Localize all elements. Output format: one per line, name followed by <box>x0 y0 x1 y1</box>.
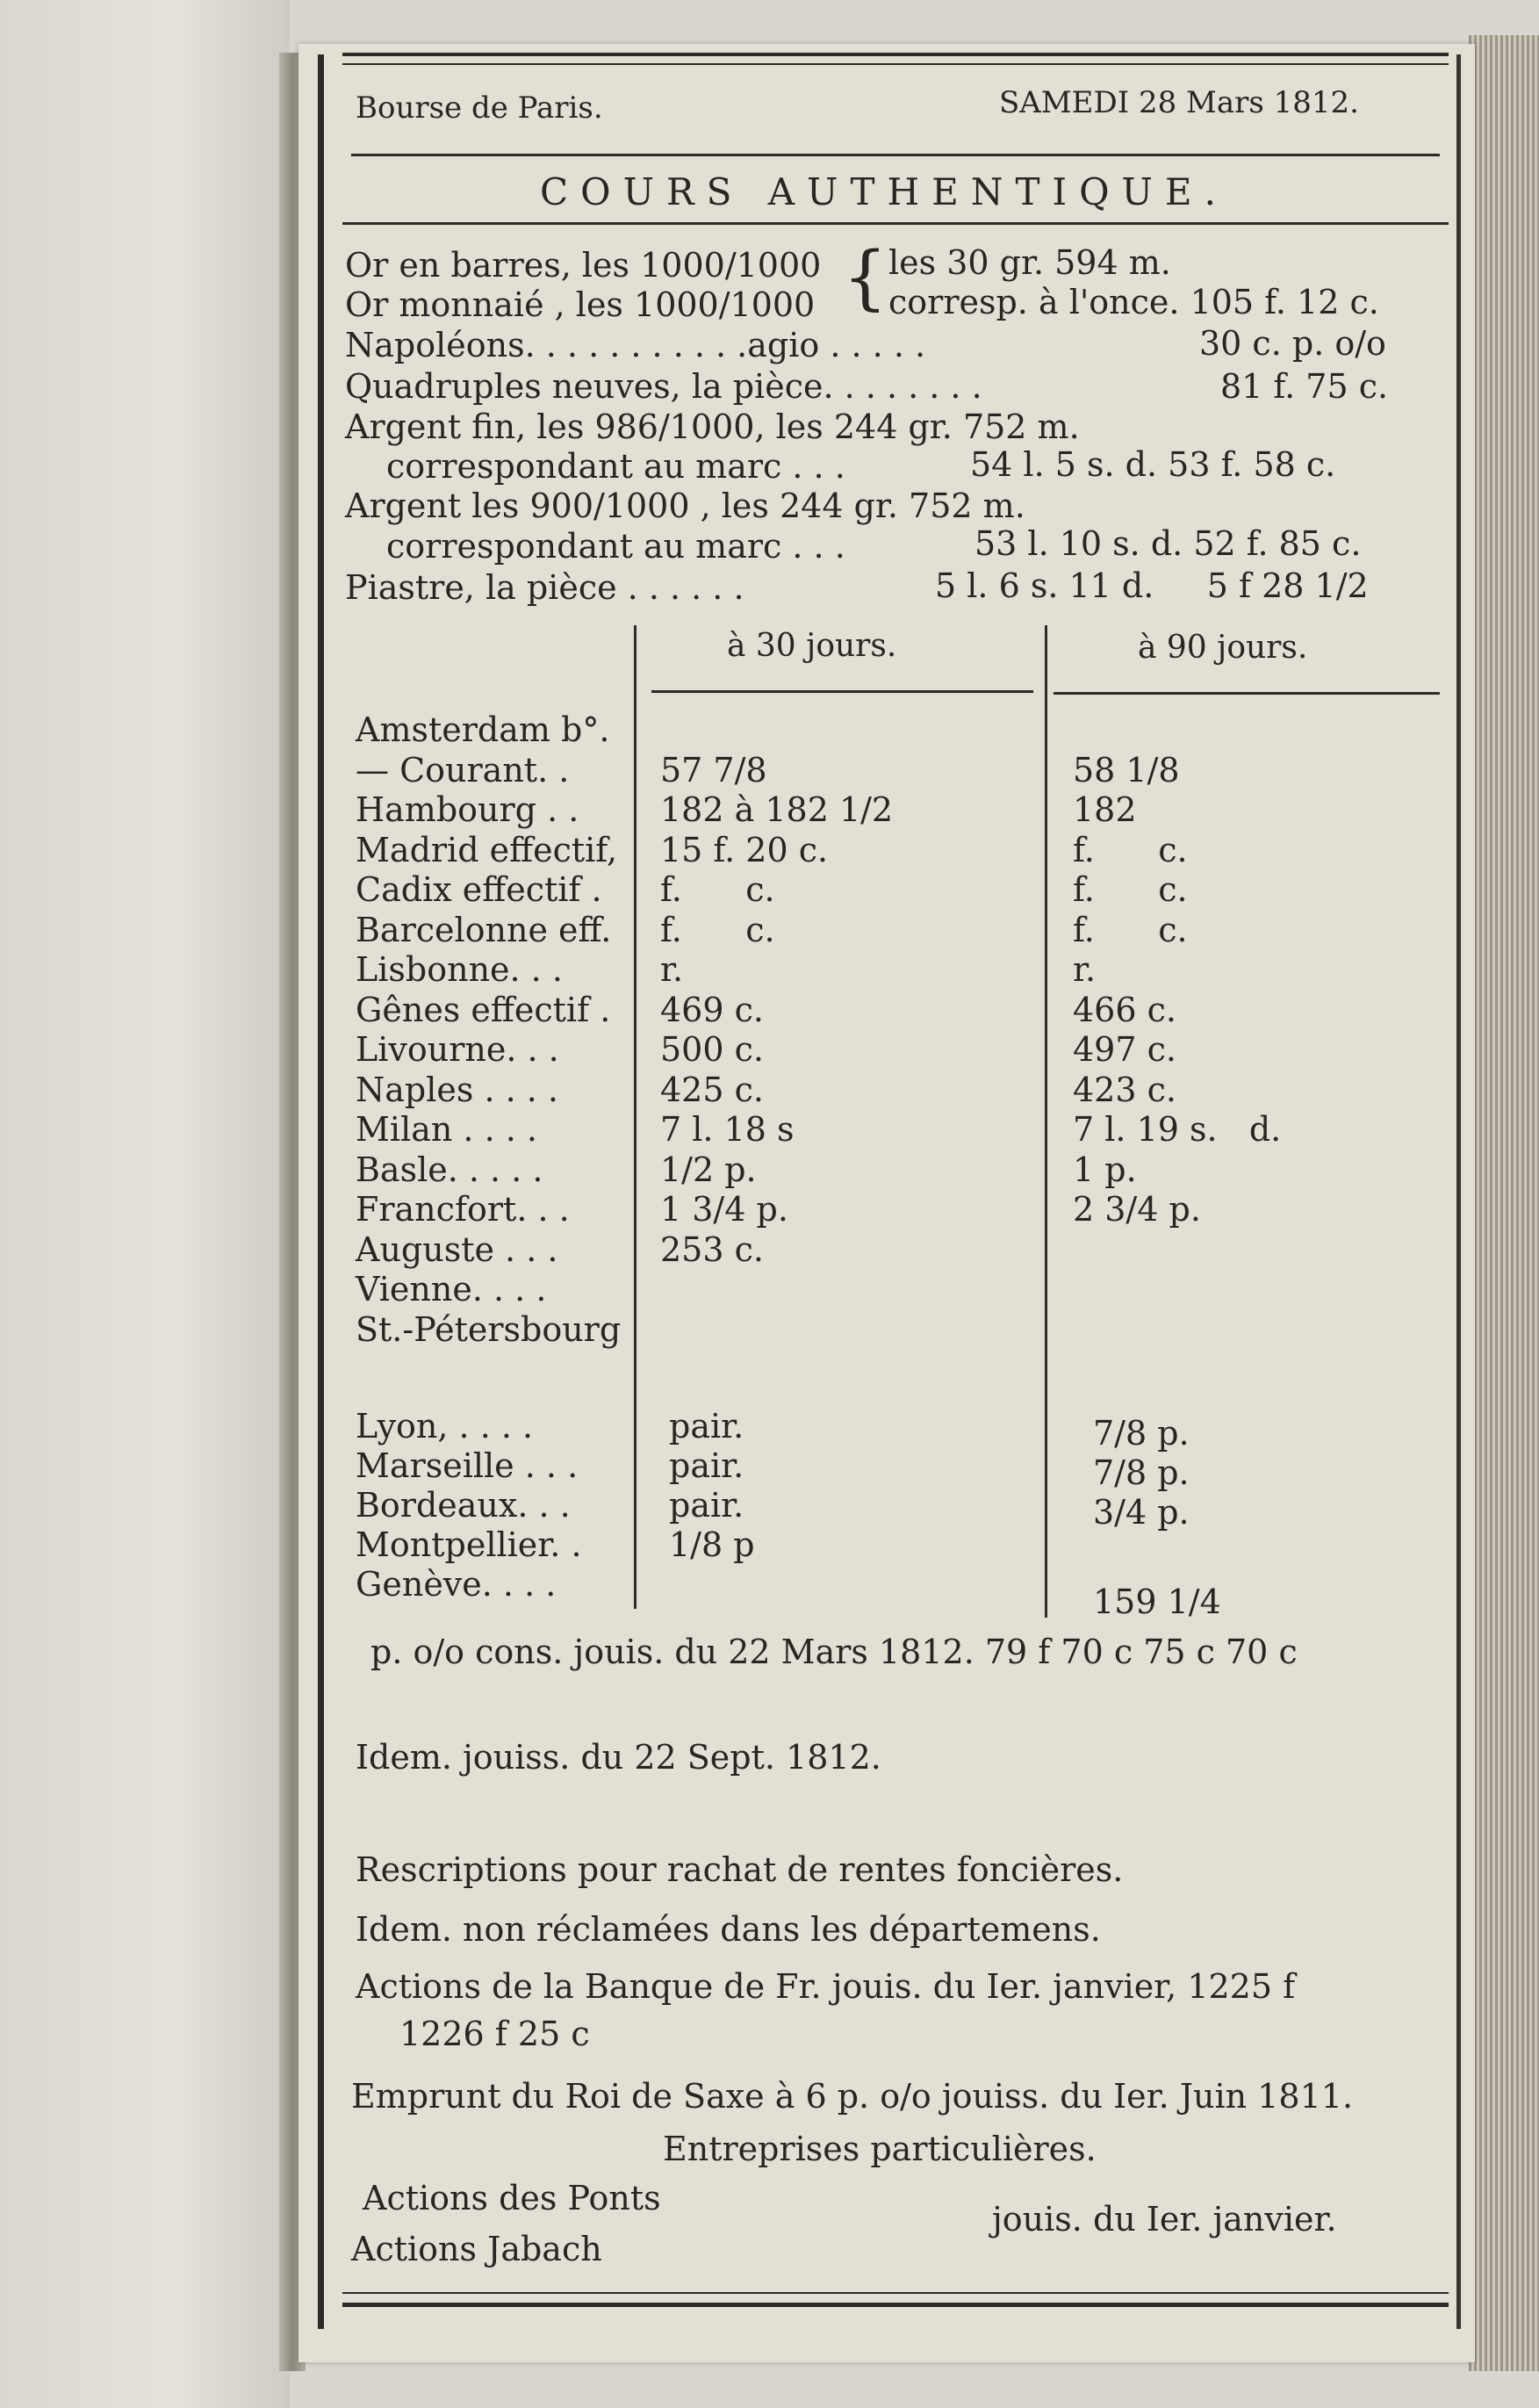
domestic-place: Lyon, . . . . <box>356 1407 534 1446</box>
exchange-90-day: 466 c. <box>1073 991 1176 1029</box>
entreprise-item: Actions des Ponts <box>363 2179 661 2217</box>
exchange-place: Livourne. . . <box>356 1030 559 1069</box>
exchange-place: Francfort. . . <box>356 1190 570 1229</box>
bottom-rule <box>342 2292 1449 2307</box>
metal-value: 54 l. 5 s. d. 53 f. 58 c. <box>970 445 1336 484</box>
metal-value: 81 f. 75 c. <box>1220 367 1389 406</box>
metal-line: Argent fin, les 986/1000, les 244 gr. 752 m. <box>345 407 1080 446</box>
domestic-30-day: pair. <box>669 1446 744 1485</box>
other-line: 1226 f 25 c <box>399 2015 590 2053</box>
page-title: COURS AUTHENTIQUE. <box>540 170 1228 213</box>
exchange-30-day: 500 c. <box>660 1030 764 1069</box>
left-blank-page <box>0 0 290 2408</box>
exchange-30-day: 57 7/8 <box>660 751 767 789</box>
header-underline <box>651 690 1033 693</box>
other-line: Idem. non réclamées dans les départemens. <box>356 1910 1101 1949</box>
metal-value: 30 c. p. o/o <box>1199 324 1386 363</box>
exchange-30-day: f. c. <box>660 870 775 909</box>
column-header-90: à 90 jours. <box>1138 630 1308 666</box>
metal-value: corresp. à l'once. 105 f. 12 c. <box>888 283 1379 321</box>
metal-line: correspondant au marc . . . <box>386 447 845 486</box>
exchange-90-day: 182 <box>1073 790 1137 829</box>
exchange-place: Barcelonne eff. <box>356 911 612 949</box>
header-left: Bourse de Paris. <box>356 90 603 126</box>
exchange-90-day: 1 p. <box>1073 1150 1137 1189</box>
exchange-place: Cadix effectif . <box>356 870 602 909</box>
exchange-90-day: r. <box>1073 950 1097 989</box>
column-divider <box>1045 625 1047 1618</box>
exchange-30-day: 7 l. 18 s <box>660 1110 795 1149</box>
exchange-90-day: 2 3/4 p. <box>1073 1190 1201 1229</box>
column-divider <box>634 625 636 1609</box>
domestic-90-day: 3/4 p. <box>1093 1493 1190 1532</box>
exchange-place: Lisbonne. . . <box>356 950 563 989</box>
metal-value: 5 l. 6 s. 11 d. 5 f 28 1/2 <box>935 566 1369 605</box>
exchange-place: Gênes effectif . <box>356 991 611 1029</box>
top-rule <box>342 53 1449 65</box>
metal-line: Argent les 900/1000 , les 244 gr. 752 m. <box>345 487 1025 525</box>
exchange-90-day: 497 c. <box>1073 1030 1176 1069</box>
metal-line: Or en barres, les 1000/1000 <box>345 246 822 285</box>
exchange-90-day: 58 1/8 <box>1073 751 1180 789</box>
exchange-30-day: f. c. <box>660 911 775 949</box>
exchange-30-day: 1 3/4 p. <box>660 1190 788 1229</box>
exchange-place: Hambourg . . <box>356 790 579 829</box>
metal-line: Or monnaié , les 1000/1000 <box>345 285 816 324</box>
exchange-90-day: 7 l. 19 s. d. <box>1073 1110 1282 1149</box>
domestic-place: Montpellier. . <box>356 1525 582 1564</box>
rente-line: p. o/o cons. jouis. du 22 Mars 1812. 79 f 70 c 75 c 70 c <box>370 1633 1298 1671</box>
exchange-place: Vienne. . . . <box>356 1270 547 1309</box>
exchange-30-day: 1/2 p. <box>660 1150 757 1189</box>
page-edges <box>1469 35 1539 2371</box>
entreprises-note: jouis. du Ier. janvier. <box>992 2200 1337 2239</box>
metal-value: 53 l. 10 s. d. 52 f. 85 c. <box>974 524 1362 563</box>
title-rule <box>342 222 1449 225</box>
exchange-30-day: r. <box>660 950 684 989</box>
exchange-90-day: 423 c. <box>1073 1071 1176 1109</box>
domestic-30-day: 1/8 p <box>669 1525 755 1564</box>
metal-value: les 30 gr. 594 m. <box>888 243 1171 282</box>
metal-line: Piastre, la pièce . . . . . . <box>345 568 744 607</box>
header-right: SAMEDI 28 Mars 1812. <box>999 85 1359 120</box>
metal-line: Napoléons. . . . . . . . . . .agio . . . . . <box>345 326 926 364</box>
exchange-place: St.-Pétersbourg <box>356 1310 622 1349</box>
entreprise-item: Actions Jabach <box>351 2230 602 2268</box>
domestic-place: Genève. . . . <box>356 1565 557 1604</box>
header-underline <box>1054 692 1440 695</box>
other-line: Emprunt du Roi de Saxe à 6 p. o/o jouiss. du Ier. Juin 1811. <box>351 2077 1354 2116</box>
domestic-90-day: 159 1/4 <box>1093 1583 1221 1621</box>
domestic-place: Bordeaux. . . <box>356 1486 571 1525</box>
exchange-place: Basle. . . . . <box>356 1150 543 1189</box>
header-rule <box>351 154 1440 156</box>
domestic-30-day: pair. <box>669 1486 744 1525</box>
column-header-30: à 30 jours. <box>727 628 897 664</box>
domestic-place: Marseille . . . <box>356 1446 579 1485</box>
domestic-90-day: 7/8 p. <box>1093 1453 1190 1492</box>
exchange-30-day: 253 c. <box>660 1230 764 1269</box>
exchange-90-day: f. c. <box>1073 831 1188 869</box>
exchange-90-day: f. c. <box>1073 911 1188 949</box>
domestic-90-day: 7/8 p. <box>1093 1414 1190 1453</box>
exchange-place: — Courant. . <box>356 751 570 789</box>
metal-line: Quadruples neuves, la pièce. . . . . . . . <box>345 367 982 406</box>
entreprises-heading: Entreprises particulières. <box>663 2130 1097 2168</box>
exchange-30-day: 469 c. <box>660 991 764 1029</box>
exchange-place: Milan . . . . <box>356 1110 537 1149</box>
exchange-30-day: 182 à 182 1/2 <box>660 790 894 829</box>
exchange-30-day: 425 c. <box>660 1071 764 1109</box>
metal-line: correspondant au marc . . . <box>386 527 845 566</box>
brace-symbol: { <box>843 236 888 318</box>
other-line: Rescriptions pour rachat de rentes foncières. <box>356 1850 1124 1889</box>
exchange-30-day: 15 f. 20 c. <box>660 831 829 869</box>
exchange-place: Auguste . . . <box>356 1230 558 1269</box>
rente-line: Idem. jouiss. du 22 Sept. 1812. <box>356 1738 881 1777</box>
exchange-90-day: f. c. <box>1073 870 1188 909</box>
domestic-30-day: pair. <box>669 1407 744 1446</box>
exchange-place: Amsterdam b°. <box>356 710 610 749</box>
exchange-place: Naples . . . . <box>356 1071 559 1109</box>
exchange-place: Madrid effectif, <box>356 831 618 869</box>
other-line: Actions de la Banque de Fr. jouis. du Ier. janvier, 1225 f <box>356 1967 1296 2006</box>
